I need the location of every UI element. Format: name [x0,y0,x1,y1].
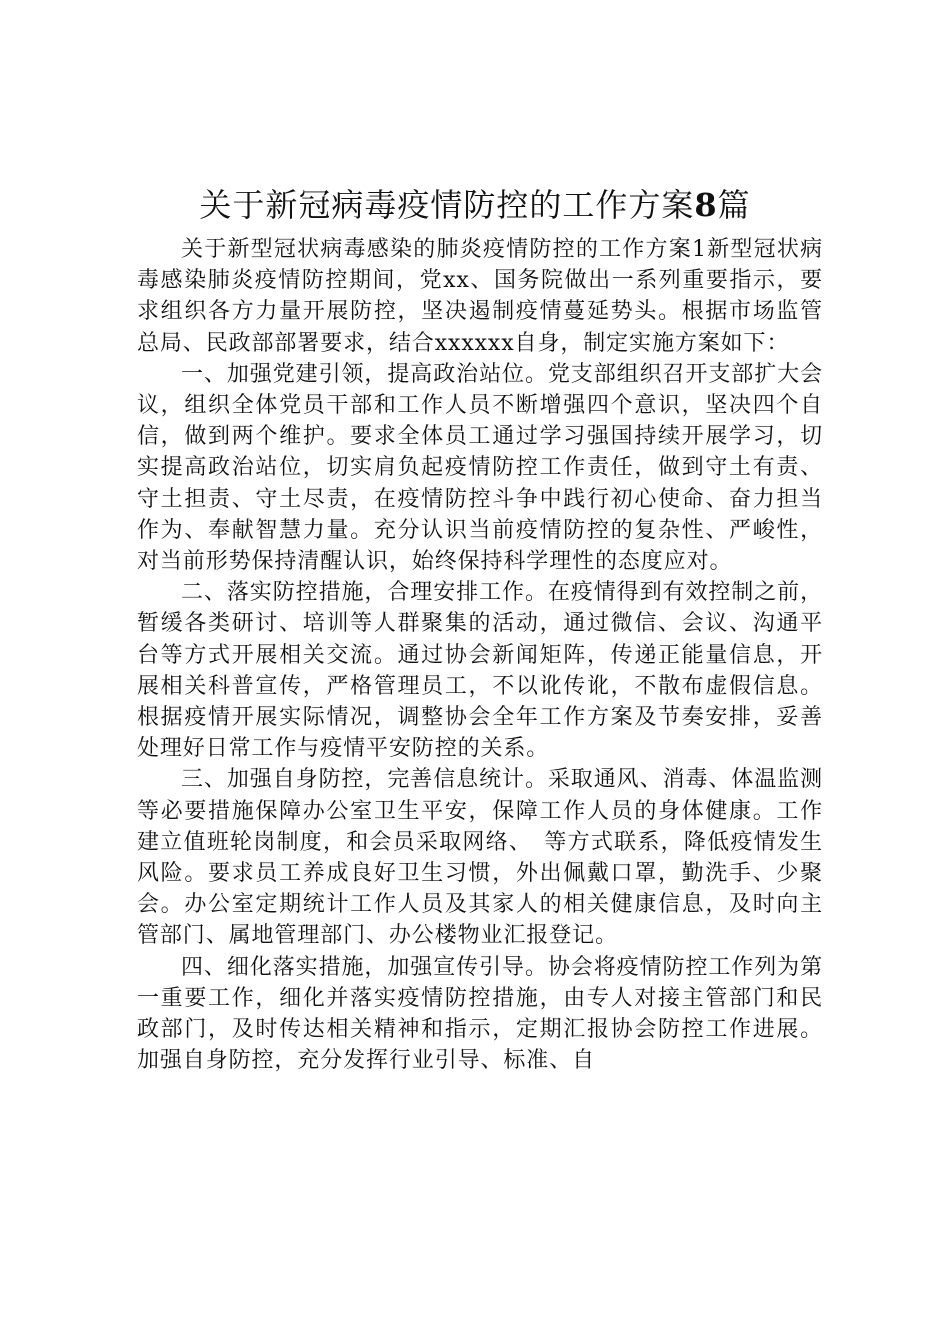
title-suffix: 篇 [717,186,751,224]
intro-paragraph: 关于新型冠状病毒感染的肺炎疫情防控的工作方案1新型冠状病毒感染肺炎疫情防控期间，党xx、国务院做出一系列重要指示，要求组织各方力量开展防控，坚决遏制疫情蔓延势头。根据市场监管总局、民政部部署要求，结合xxxxxx自身，制定实施方案如下： [137,237,823,356]
title-number: 8 [694,186,718,224]
document-body [137,234,823,1076]
section-four-paragraph: 四、细化落实措施，加强宣传引导。协会将疫情防控工作列为第一重要工作，细化并落实疫情防控措施，由专人对接主管部门和民政部门，及时传达相关精神和指示，定期汇报协会防控工作进展。加强自身防控，充分发挥行业引导、标准、自 [137,954,823,1074]
section-one-paragraph: 一、加强党建引领，提高政治站位。党支部组织召开支部扩大会议，组织全体党员干部和工作人员不断增强四个意识，坚决四个自信，做到两个维护。要求全体员工通过学习强国持续开展学习，切实提高政治站位，切实肩负起疫情防控工作责任，做到守土有责、守土担责、守土尽责，在疫情防控斗争中践行初心使命、奋力担当作为、奉献智慧力量。充分认识当前疫情防控的复杂性、严峻性，对当前形势保持清醒认识，始终保持科学理性的态度应对。 [137,361,823,575]
section-two-paragraph: 二、落实防控措施，合理安排工作。在疫情得到有效控制之前，暂缓各类研讨、培训等人群聚集的活动，通过微信、会议、沟通平台等方式开展相关交流。通过协会新闻矩阵，传递正能量信息，开展相关科普宣传，严格管理员工，不以讹传讹，不散布虚假信息。根据疫情开展实际情况，调整协会全年工作方案及节奏安排，妥善处理好日常工作与疫情平安防控的关系。 [137,580,823,762]
section-three-paragraph: 三、加强自身防控，完善信息统计。采取通风、消毒、体温监测等必要措施保障办公室卫生平安，保障工作人员的身体健康。工作建立值班轮岗制度，和会员采取网络、 等方式联系，降低疫情发生风险。要求员工养成良好卫生习惯，外出佩戴口罩，勤洗手、少聚会。办公室定期统计工作人员及其家人的相关健康信息，及时向主管部门、属地管理部门、办公楼物业汇报登记。 [137,767,823,949]
title-text: 关于新冠病毒疫情防控的工作方案 [199,186,695,224]
document-title [0,183,950,227]
